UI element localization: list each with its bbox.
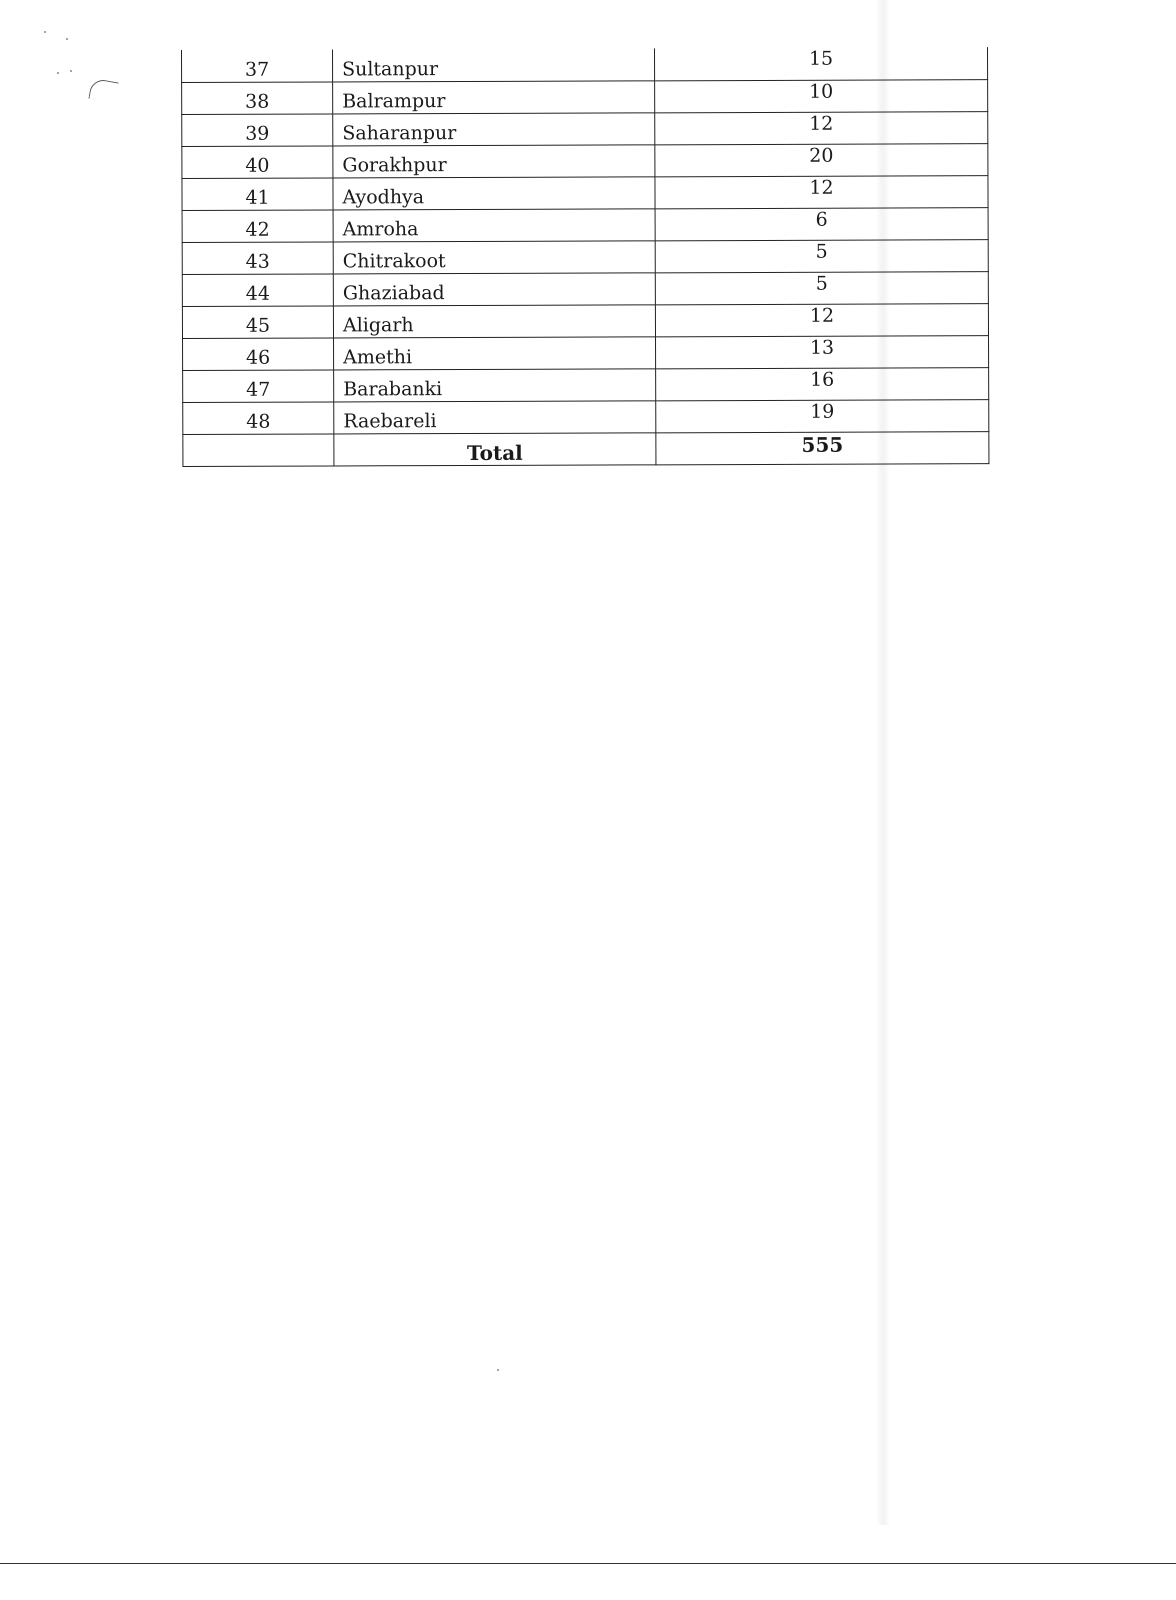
district-name-cell: Raebareli bbox=[334, 401, 656, 434]
count-cell: 5 bbox=[655, 272, 988, 305]
serial-number-cell: 44 bbox=[182, 274, 333, 307]
count-cell: 13 bbox=[656, 336, 989, 369]
total-row bbox=[183, 432, 989, 467]
count-cell: 16 bbox=[656, 368, 989, 401]
count-cell: 19 bbox=[656, 400, 989, 433]
count-cell: 12 bbox=[655, 176, 988, 209]
empty-cell bbox=[183, 434, 334, 467]
serial-number-cell: 40 bbox=[182, 146, 333, 179]
serial-number-cell: 46 bbox=[183, 338, 334, 371]
table-row bbox=[182, 144, 988, 179]
scan-speck bbox=[66, 38, 68, 40]
serial-number-cell: 41 bbox=[182, 178, 333, 211]
table-row bbox=[182, 112, 988, 147]
serial-number-cell: 42 bbox=[182, 210, 333, 243]
district-name-cell: Balrampur bbox=[333, 81, 655, 114]
scan-speck bbox=[57, 72, 59, 74]
table-row bbox=[183, 368, 989, 403]
serial-number-cell: 38 bbox=[182, 82, 333, 115]
table-row bbox=[182, 304, 988, 339]
serial-number-cell: 37 bbox=[182, 49, 333, 82]
table-row bbox=[182, 80, 988, 115]
serial-number-cell: 39 bbox=[182, 114, 333, 147]
district-name-cell: Amroha bbox=[333, 209, 655, 242]
count-cell: 12 bbox=[655, 304, 988, 337]
count-cell: 5 bbox=[655, 240, 988, 273]
table-row bbox=[182, 176, 988, 211]
scan-speck bbox=[44, 31, 46, 33]
pen-mark bbox=[88, 78, 118, 103]
district-name-cell: Gorakhpur bbox=[333, 145, 655, 178]
district-name-cell: Sultanpur bbox=[332, 48, 654, 82]
district-name-cell: Ayodhya bbox=[333, 177, 655, 210]
serial-number-cell: 48 bbox=[183, 402, 334, 435]
table-row bbox=[183, 336, 989, 371]
serial-number-cell: 45 bbox=[182, 306, 333, 339]
count-cell: 10 bbox=[655, 80, 988, 113]
district-name-cell: Saharanpur bbox=[333, 113, 655, 146]
table-row bbox=[182, 272, 988, 307]
district-name-cell: Barabanki bbox=[334, 369, 656, 402]
district-name-cell: Aligarh bbox=[333, 305, 655, 338]
scan-speck bbox=[497, 1369, 499, 1371]
total-value: 555 bbox=[656, 432, 989, 465]
count-cell: 15 bbox=[654, 47, 987, 81]
serial-number-cell: 47 bbox=[183, 370, 334, 403]
count-cell: 20 bbox=[655, 144, 988, 177]
table-row bbox=[182, 208, 988, 243]
district-name-cell: Amethi bbox=[334, 337, 656, 370]
scan-speck bbox=[70, 70, 72, 72]
total-label: Total bbox=[334, 433, 656, 466]
count-cell: 6 bbox=[655, 208, 988, 241]
district-name-cell: Chitrakoot bbox=[333, 241, 655, 274]
serial-number-cell: 43 bbox=[182, 242, 333, 275]
table-body bbox=[182, 47, 989, 466]
district-count-table bbox=[181, 47, 989, 467]
count-cell: 12 bbox=[655, 112, 988, 145]
table-row bbox=[183, 400, 989, 435]
table-row bbox=[182, 240, 988, 275]
table-row bbox=[182, 47, 988, 82]
page-bottom-edge bbox=[0, 1563, 1176, 1564]
district-name-cell: Ghaziabad bbox=[333, 273, 655, 306]
